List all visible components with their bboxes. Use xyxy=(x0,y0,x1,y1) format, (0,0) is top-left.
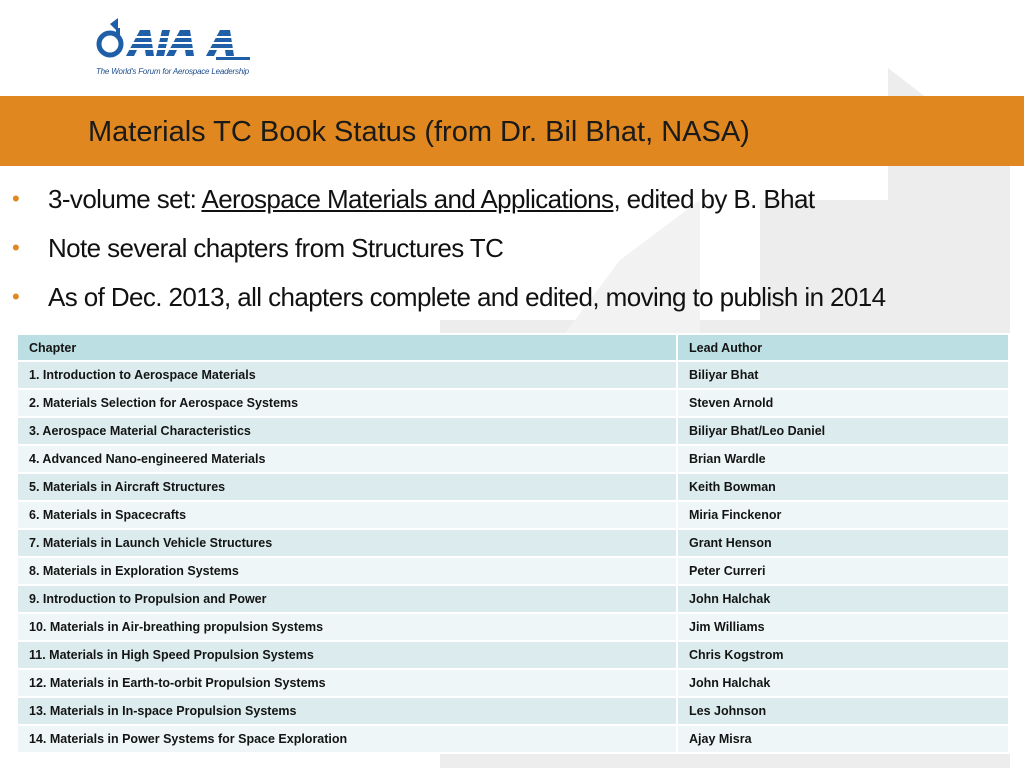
bullet-item xyxy=(12,274,1016,323)
bullet-dot-icon: • xyxy=(12,186,20,211)
table-row xyxy=(17,473,1009,501)
author-cell: Biliyar Bhat/Leo Daniel xyxy=(677,417,1009,445)
author-cell: Chris Kogstrom xyxy=(677,641,1009,669)
table-row xyxy=(17,557,1009,585)
chapter-cell: 8. Materials in Exploration Systems xyxy=(17,557,677,585)
chapter-cell: 14. Materials in Power Systems for Space Exploration xyxy=(17,725,677,753)
table-row xyxy=(17,669,1009,697)
chapter-cell: 10. Materials in Air-breathing propulsion Systems xyxy=(17,613,677,641)
table-body xyxy=(17,361,1009,753)
table-row xyxy=(17,529,1009,557)
chapter-cell: 6. Materials in Spacecrafts xyxy=(17,501,677,529)
table-row xyxy=(17,725,1009,753)
table-row xyxy=(17,585,1009,613)
chapter-cell: 7. Materials in Launch Vehicle Structures xyxy=(17,529,677,557)
table-row xyxy=(17,361,1009,389)
author-cell: Peter Curreri xyxy=(677,557,1009,585)
author-cell: Les Johnson xyxy=(677,697,1009,725)
bullet-item xyxy=(12,176,1016,225)
author-cell: Miria Finckenor xyxy=(677,501,1009,529)
author-cell: Biliyar Bhat xyxy=(677,361,1009,389)
chapter-cell: 5. Materials in Aircraft Structures xyxy=(17,473,677,501)
author-cell: Brian Wardle xyxy=(677,445,1009,473)
chapter-table xyxy=(16,333,1010,754)
table-header-row xyxy=(17,334,1009,361)
bullet-dot-icon: • xyxy=(12,235,20,260)
chapter-cell: 11. Materials in High Speed Propulsion Systems xyxy=(17,641,677,669)
table-row xyxy=(17,389,1009,417)
bullet-prefix: 3-volume set: xyxy=(48,184,202,214)
chapter-cell: 2. Materials Selection for Aerospace Systems xyxy=(17,389,677,417)
table-row xyxy=(17,445,1009,473)
bullet-text: Note several chapters from Structures TC xyxy=(48,233,504,263)
author-cell: Ajay Misra xyxy=(677,725,1009,753)
chapter-cell: 4. Advanced Nano-engineered Materials xyxy=(17,445,677,473)
bullet-suffix: , edited by B. Bhat xyxy=(613,184,815,214)
logo-tagline: The World's Forum for Aerospace Leadership xyxy=(96,67,249,76)
author-cell: John Halchak xyxy=(677,669,1009,697)
table-row xyxy=(17,641,1009,669)
author-cell: Steven Arnold xyxy=(677,389,1009,417)
aiaa-logo-mark xyxy=(96,16,256,66)
bullet-text xyxy=(48,176,815,222)
column-header-lead-author: Lead Author xyxy=(677,334,1009,361)
aiaa-logo xyxy=(96,16,256,82)
bullet-text: As of Dec. 2013, all chapters complete and edited, moving to publish in 2014 xyxy=(48,282,886,312)
chapter-cell: 12. Materials in Earth-to-orbit Propulsion Systems xyxy=(17,669,677,697)
author-cell: John Halchak xyxy=(677,585,1009,613)
author-cell: Keith Bowman xyxy=(677,473,1009,501)
author-cell: Grant Henson xyxy=(677,529,1009,557)
bullet-list xyxy=(12,176,1016,323)
chapter-cell: 13. Materials in In-space Propulsion Systems xyxy=(17,697,677,725)
table-row xyxy=(17,501,1009,529)
chapter-table-container xyxy=(16,333,1008,754)
chapter-cell: 1. Introduction to Aerospace Materials xyxy=(17,361,677,389)
table-row xyxy=(17,417,1009,445)
book-title: Aerospace Materials and Applications xyxy=(201,184,614,214)
slide-title: Materials TC Book Status (from Dr. Bil Bhat, NASA) xyxy=(88,116,750,148)
author-cell: Jim Williams xyxy=(677,613,1009,641)
chapter-cell: 9. Introduction to Propulsion and Power xyxy=(17,585,677,613)
bullet-item xyxy=(12,225,1016,274)
bullet-dot-icon: • xyxy=(12,284,20,309)
chapter-cell: 3. Aerospace Material Characteristics xyxy=(17,417,677,445)
column-header-chapter: Chapter xyxy=(17,334,677,361)
table-row xyxy=(17,697,1009,725)
table-row xyxy=(17,613,1009,641)
